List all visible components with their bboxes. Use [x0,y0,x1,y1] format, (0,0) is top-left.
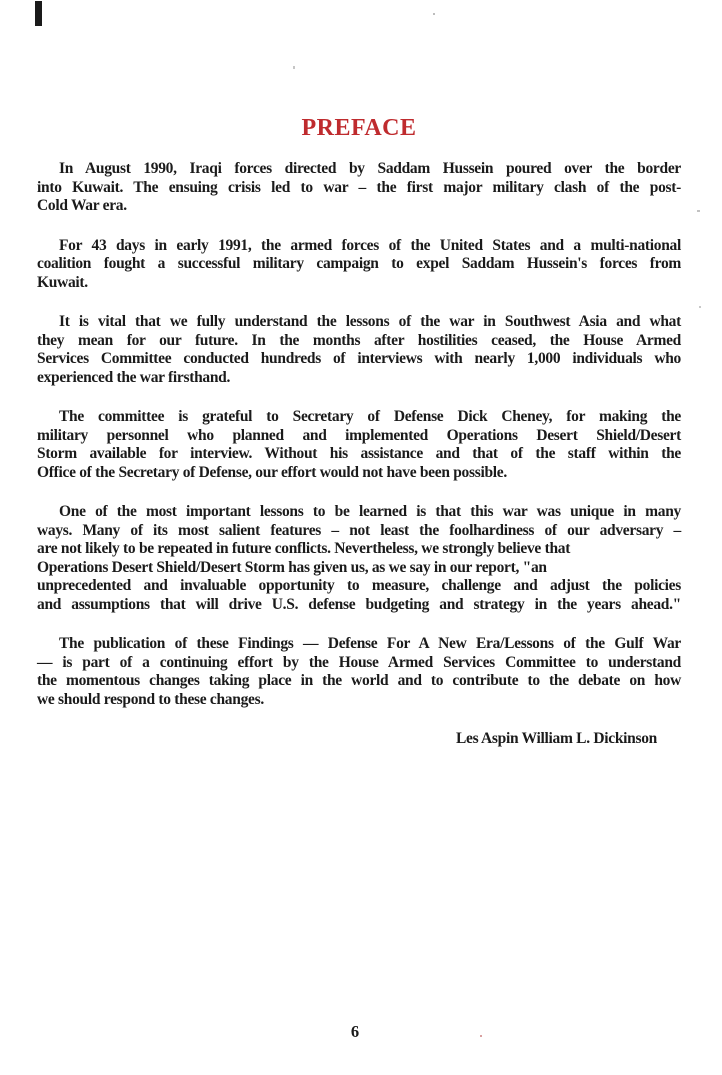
paragraph-line: coalition fought a successful military campaign to expel Saddam Hussein's forces from [37,255,681,272]
scan-artifact [480,1035,482,1037]
scan-artifact [35,1,42,26]
paragraph [37,408,681,482]
paragraph-line: military personnel who planned and implemented Operations Desert Shield/Desert [37,426,681,444]
paragraph-line: we should respond to these changes. [37,690,264,708]
scan-artifact [293,66,295,69]
paragraph-line: into Kuwait. The ensuing crisis led to war – the first major military clash of the post- [37,178,681,196]
scan-artifact [699,306,701,308]
page-title: PREFACE [301,115,417,141]
scan-artifact [697,210,700,212]
paragraph-line: Storm available for interview. Without his assistance and that of the staff within the [37,445,681,462]
paragraph-line: It is vital that we fully understand the lessons of the war in Southwest Asia and what [59,313,681,330]
scan-artifact [433,13,435,15]
paragraph [37,313,681,387]
paragraph-line: are not likely to be repeated in future conflicts. Nevertheless, we strongly believe that [37,540,571,557]
signature-line: Les Aspin William L. Dickinson [455,730,657,747]
page-number: 6 [350,1022,360,1041]
paragraph-line: and assumptions that will drive U.S. defense budgeting and strategy in the years ahead." [37,595,681,613]
paragraph-line: unprecedented and invaluable opportunity to measure, challenge and adjust the policies [37,577,681,594]
paragraph-line: Services Committee conducted hundreds of interviews with nearly 1,000 individuals who [37,350,681,367]
paragraph-line: In August 1990, Iraqi forces directed by Saddam Hussein poured over the border [59,160,681,177]
paragraph [37,635,681,709]
paragraph-line: Operations Desert Shield/Desert Storm has given us, as we say in our report, "an [37,558,547,576]
paragraph [37,237,681,293]
paragraph-line: For 43 days in early 1991, the armed forces of the United States and a multi-national [59,236,681,254]
paragraph-line: The committee is grateful to Secretary of Defense Dick Cheney, for making the [59,408,681,425]
paragraph-line: Cold War era. [37,197,127,214]
paragraph-line: The publication of these Findings — Defense For A New Era/Lessons of the Gulf War [59,635,681,652]
paragraph-line: Office of the Secretary of Defense, our effort would not have been possible. [37,463,507,481]
paragraph-line: the momentous changes taking place in the world and to contribute to the debate on how [37,672,681,689]
paragraph [37,503,681,614]
paragraph-line: Kuwait. [37,273,88,291]
paragraph-line: they mean for our future. In the months after hostilities ceased, the House Armed [37,331,681,349]
paragraph [37,160,681,216]
preface-body [37,160,681,749]
paragraph-line: experienced the war firsthand. [37,368,231,386]
paragraph-line: — is part of a continuing effort by the House Armed Services Committee to understand [37,653,681,671]
paragraph-line: One of the most important lessons to be learned is that this war was unique in many [59,503,681,520]
paragraph-line: ways. Many of its most salient features – not least the foolhardiness of our adversary – [37,521,681,539]
